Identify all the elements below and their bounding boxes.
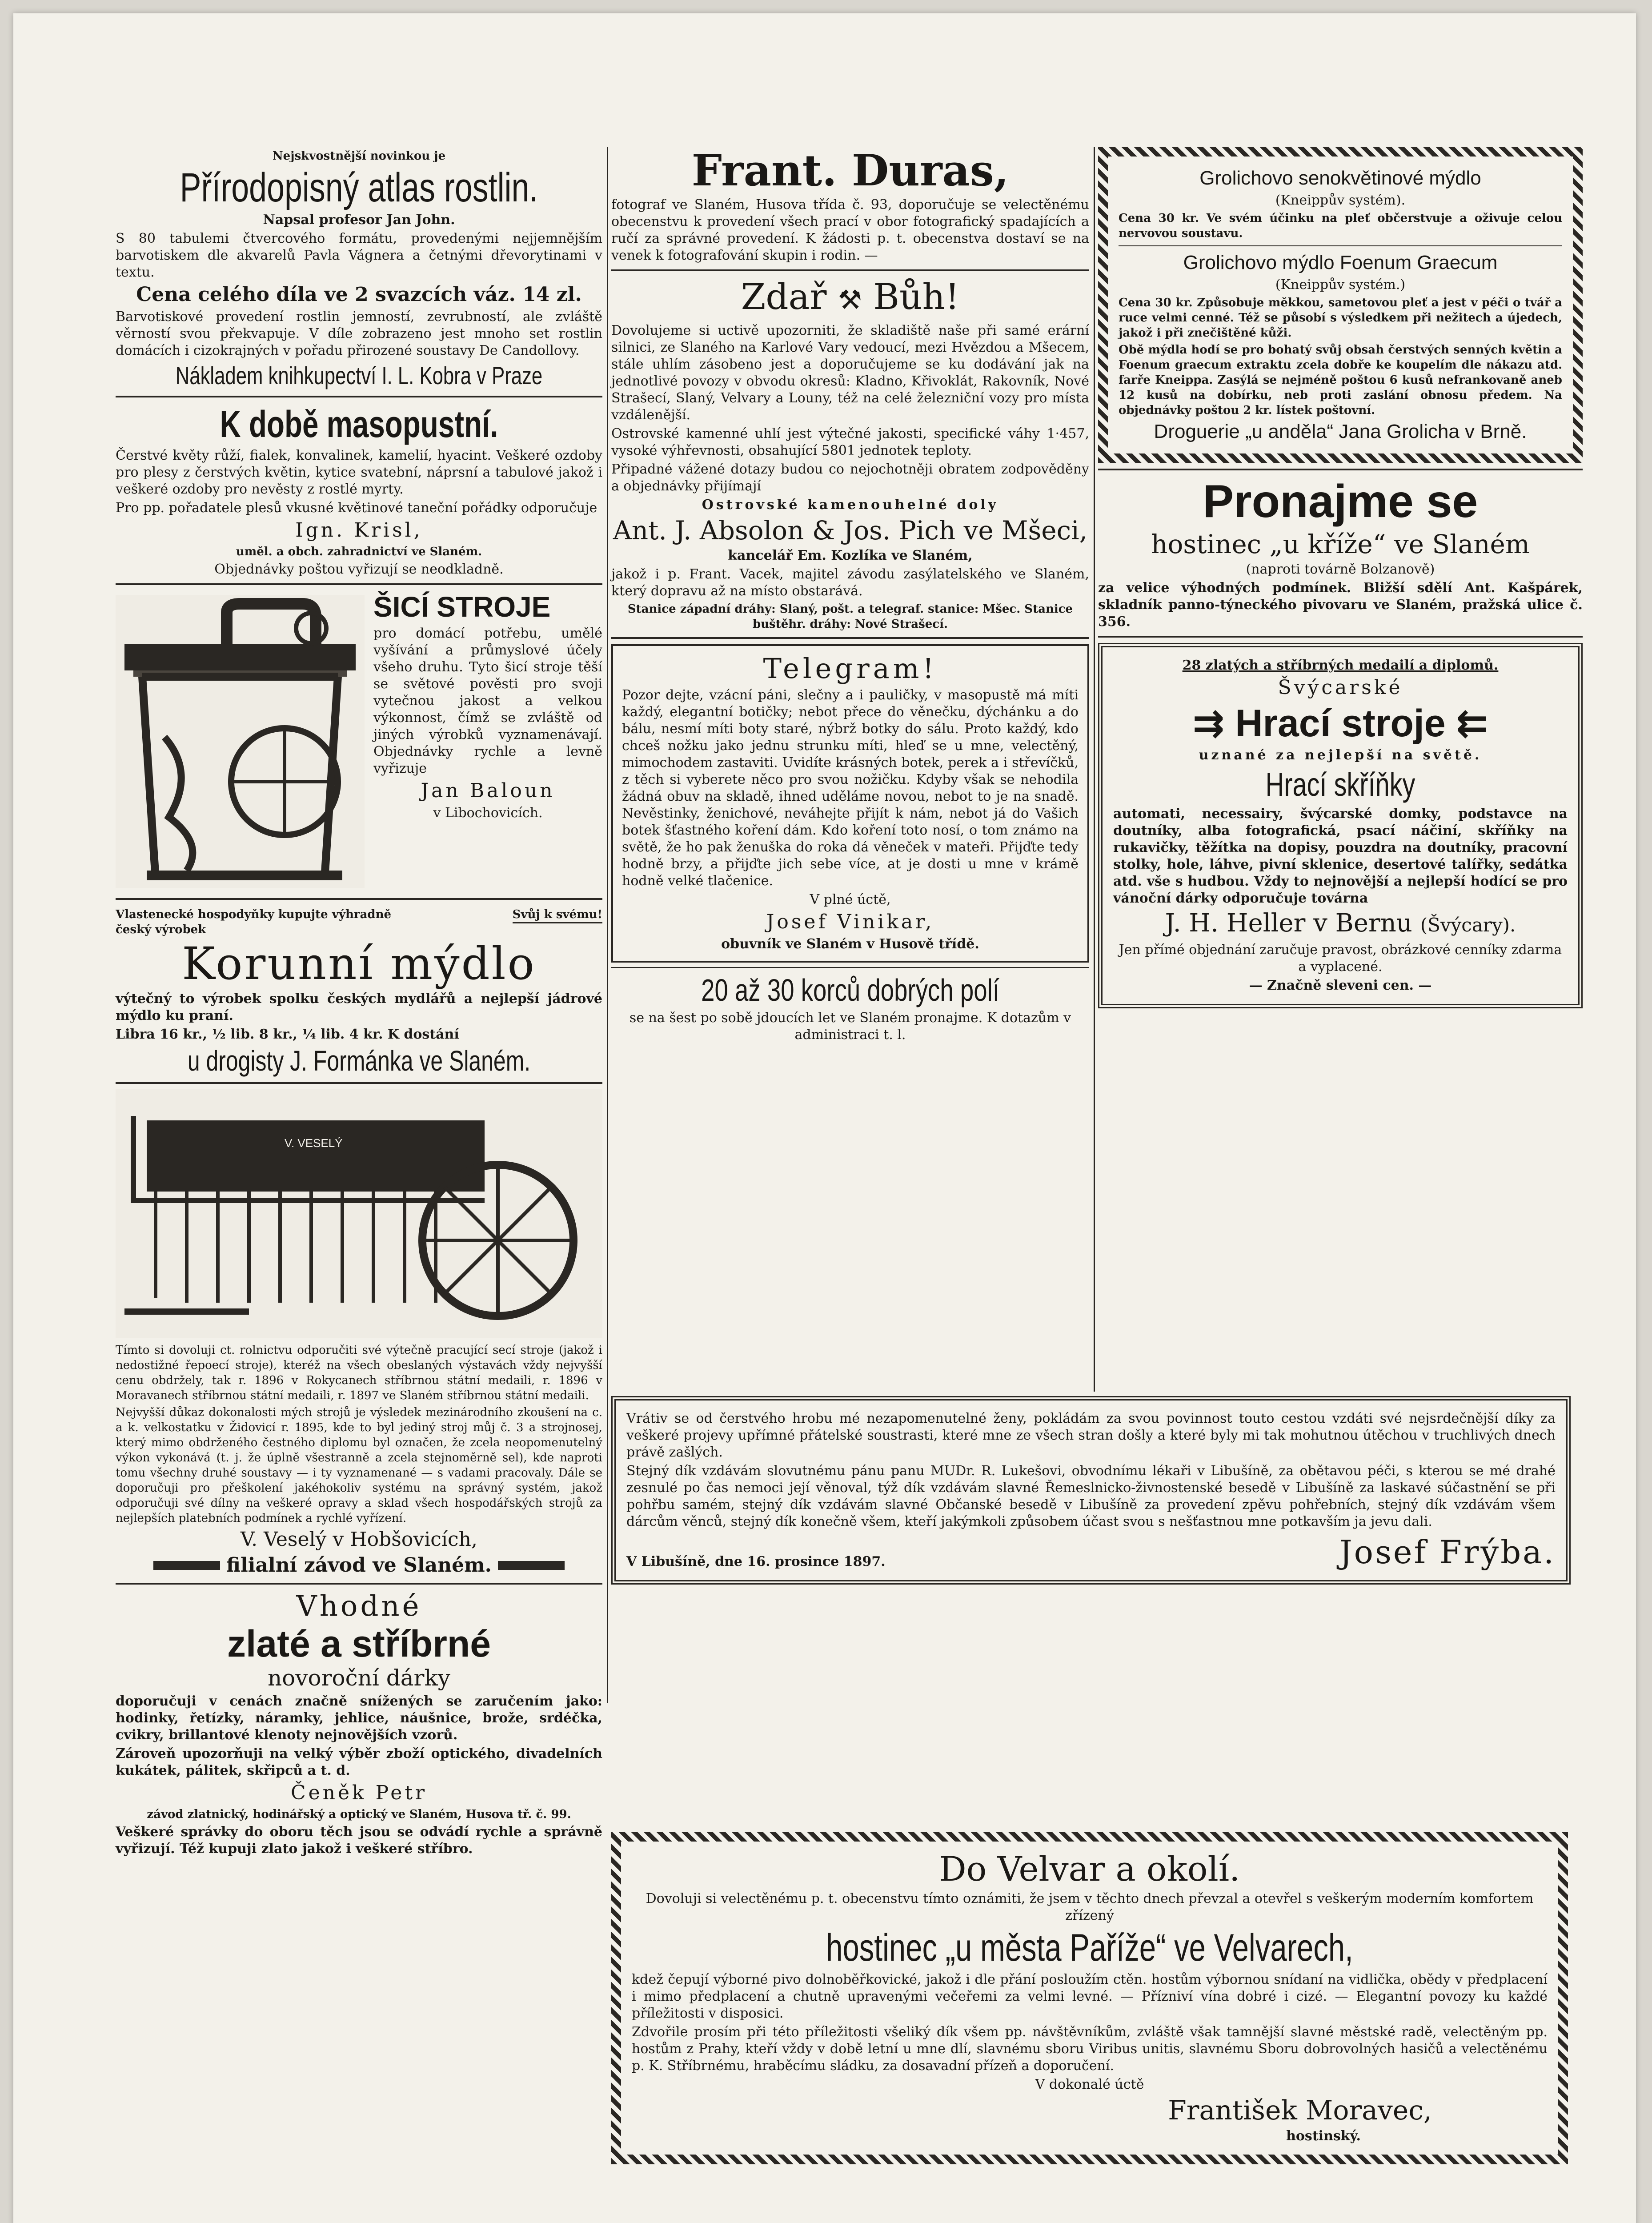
divider: [116, 898, 602, 900]
soap-slogan: Svůj k svému!: [513, 907, 602, 923]
carnival-footer: Objednávky poštou vyřizují se neodkladně.: [214, 562, 504, 577]
jewelry-line-2: zlaté a stříbrné: [227, 1623, 491, 1665]
coal-firm: Ant. J. Absolon & Jos. Pich ve Mšeci,: [613, 515, 1088, 546]
velvary-body-3: Zdvořile prosím při této příležitosti všeliký dík všem pp. návštěvníkům, zvláště však tamnější slavné městské radě, velectěným pp. hostům z Prahy, kteří vždy v době letní u mne dlí, slavnému sboru Viribus unitis, slavnému Sboru dobrovolných hasičů a velectěnému p. K. Stříbrnému, hraběcímu sládku, za dosavadní přízeň a doporučení.: [632, 2024, 1548, 2074]
grolich-heading-1-sub: (Kneippův systém).: [1275, 193, 1406, 208]
telegram-body: Pozor dejte, vzácní páni, slečny a i pauličky, v masopustě má míti každý, elegantní botičky; nebot přece do věnečku, dýchánku a do bálu, nesmí míti boty staré, nýbrž botky do sálu. Proto každý, kdo chceš nožku jako jednu strunku míti, hleď se u mne, velectěný, mimochodem zastaviti. Uvidíte krásných botek, perek a i střevíčků, z těch si vyberete něco pro svou nožičku. Kdyby však se nehodila žádná obuv na skladě, ihned uděláme novou, nebot to je na snadě. Nevěstinky, ženichové, neváhejte přijít k nám, nebot já do Vašich botek šťastného koření dám. Kdo koření toto nosí, o tom známo na světě, že ho pak ženuška do roka dá věneček v mateři. Přijďte tedy hodně brzy, a přijďte jich sebe více, at je dosti u mne v krámě hodně velké tlačenice.: [622, 687, 1079, 889]
atlas-title: Přírodopisný atlas rostlin.: [180, 165, 538, 210]
grolich-body-1: Cena 30 kr. Ve svém účinku na pleť občerstvuje a oživuje celou nervovou soustavu.: [1119, 212, 1562, 240]
velvary-signer: František Moravec,: [1168, 2095, 1432, 2126]
carnival-body: Čerstvé květy růží, fialek, konvalinek, kamelií, hyacint. Veškeré ozdoby pro plesy z čerstvých květin, kytice svatební, náprsní a tabulové jakož i veškeré ozdoby pro nevěsty z rostlé myrty.: [116, 448, 602, 497]
atlas-publisher: Nákladem knihkupectví I. L. Kobra v Praze: [175, 361, 543, 389]
ad-crown-soap: [116, 905, 602, 1077]
lease-sub: hostinec „u kříže“ ve Slaném: [1151, 529, 1530, 559]
heller-title-2: Hrací skříňky: [1265, 766, 1415, 803]
divider: [611, 967, 1089, 968]
jewelry-signer-sub: závod zlatnický, hodinářský a optický ve Slaném, Husova tř. č. 99.: [147, 1808, 571, 1821]
velvary-title: Do Velvar a okolí.: [939, 1849, 1240, 1889]
lease-title: Pronajme se: [1203, 476, 1478, 527]
grolich-body-3: Obě mýdla hodí se pro bohatý svůj obsah čerstvých senných květin a Foenum graecum extraktu zcela dobře ke koupelím dle nákazu atd. farře Kneippa. Zasýlá se nejméně poštou 6 kusů nefrankovaně aneb 12 kusů na dobírku, neb proti zaslání obnosu předem. Na objednávky poštou 2 kr. lístek poštovní.: [1119, 343, 1562, 417]
coal-body: Dovolujeme si uctivě upozorniti, že skladiště naše při samé erární silnici, ze Slaného na Karlové Vary vedoucí, mezi Hvězdou a Mšecem, stále uhlím zásobeno jest a doporučujeme se ku dodávání jak na jednotlivé povozy v obvodu okresů: Kladno, Křivoklát, Rakovník, Nové Strašecí, Slaný, Velvary a Louny, též na celé železniční vozy pro místa vzdálenější.: [611, 323, 1089, 423]
heller-firm: J. H. Heller v Bernu (Švýcary).: [1165, 909, 1516, 938]
zdar-title: [611, 277, 1089, 321]
coal-body-3: Připadné vážené dotazy budou co nejochotněji obratem zodpověděny a objednávky přijímají: [611, 461, 1089, 494]
ad-music-boxes: [1098, 643, 1583, 1008]
atlas-body-2: Barvotiskové provedení rostlin jemností, zevrubností, ale zvláště věrností svou překvapuje. V díle zobrazeno jest mnoho set rostlin domácích i cizokrajných v pořadu přirozené soustavy De Candollovy.: [116, 309, 602, 358]
drill-body-2: Nejvyšší důkaz dokonalosti mých strojů je výsledek mezinárodního zkoušení na c. a k. velkostatku v Židovicí r. 1895, kde to byl jediný stroj můj č. 3 a strojnosej, který mimo obdrženého čestného diplomu byl označen, že zcela neopomenutelný výkon vykonává (t. j. že úplně všestranně a zcela stejnoměrně sel), kde naproti tomu všechny druhé soustavy — i ty vyznamenané — s vadami pracovaly. Dále se doporučuji pro přeškolení jakéhokoliv systému na správný systém, jakož odporučuji své dílny na veškeré opravy a sklad všech hospodářských strojů za nejlepších platebních podmínek a rychlé vyřízení.: [116, 1406, 602, 1525]
heller-footer: — Značně sleveni cen. —: [1249, 978, 1432, 993]
velvary-closing: V dokonalé úctě: [1035, 2077, 1144, 2092]
ad-plant-atlas: [116, 148, 602, 390]
column-rule-right: [1094, 147, 1095, 1392]
jewelry-line-1: Vhodné: [296, 1590, 422, 1623]
velvary-body-2: kdež čepují výborné pivo dolnoběřkovické, jakož i dle přání posloužím ctěn. hostům výbornou snídaní na vidlička, obědy v předplacení i mimo předplacení a chutně upravenými večeřemi za velmi levné. — Přízniví vína dobré i cizé. — Elegantní povozy ku každé příležitosti v disposici.: [632, 1972, 1548, 2021]
seed-drill-icon: [116, 1089, 602, 1338]
pointing-hand-icon: [153, 1561, 220, 1570]
ad-carnival-flowers: [116, 403, 602, 578]
soap-price: Libra 16 kr., ½ lib. 8 kr., ¼ lib. 4 kr. K dostání: [116, 1027, 459, 1042]
jewelry-footer: Veškeré správky do oboru těch jsou se odvádí rychle a správně vyřizují. Též kupuji zlato jakož i veškeré stříbro.: [116, 1824, 602, 1857]
ad-sewing-machines: [116, 590, 602, 893]
jewelry-body: doporučuji v cenách značně snížených se zaručením jako: hodinky, řetízky, náramky, jehlice, náušnice, brože, srdéčka, cvikry, brillantové klenoty nejnovějších vzorů.: [116, 1693, 602, 1743]
grolich-body-2: Cena 30 kr. Způsobuje měkkou, sametovou pleť a jest v péči o tvář a ruce velmi cenné. Též se působí s výsledkem při nežitech a újedech, jakož i při znečištěné kůži.: [1119, 296, 1562, 340]
heller-tagline: uznané za nejlepší na světě.: [1199, 747, 1482, 763]
ad-coal: [611, 277, 1089, 632]
coal-stations: Stanice západní dráhy: Slaný, pošt. a telegraf. stanice: Mšec. Stanice buštěhr. dráhy: Nové Strašecí.: [627, 602, 1073, 631]
ad-thank-you-fryba: [611, 1396, 1571, 1585]
soap-body: výtečný to výrobek spolku českých mydlářů a nejlepší jádrové mýdlo ku praní.: [116, 991, 602, 1023]
telegram-signer-sub: obuvník ve Slaném v Husově třídě.: [721, 936, 979, 952]
sewing-title: ŠICÍ STROJE: [373, 591, 551, 623]
divider: [116, 1082, 602, 1084]
jewelry-signer: Čeněk Petr: [290, 1782, 428, 1804]
drill-machine-label: V. VESELÝ: [285, 1136, 343, 1150]
zdar-word: Zdař: [741, 276, 827, 317]
divider: [116, 396, 602, 397]
carnival-signer-sub: uměl. a obch. zahradnictví ve Slaném.: [236, 545, 482, 558]
divider: [1119, 245, 1562, 246]
fryba-signer: Josef Frýba.: [1339, 1533, 1556, 1571]
ad-photographer: [611, 147, 1089, 264]
atlas-author: Napsal profesor Jan John.: [263, 212, 455, 228]
carnival-title: K době masopustní.: [220, 403, 498, 445]
grolich-heading-2-sub: (Kneippův systém.): [1275, 277, 1406, 293]
divider: [1098, 636, 1583, 638]
lease-body: za velice výhodných podmínek. Bližší sdělí Ant. Kašpárek, skladník panno-týneckého pivovaru ve Slaném, pražská ulice č. 356.: [1098, 580, 1583, 630]
telegram-signer: Josef Vinikar,: [766, 911, 934, 933]
divider: [1098, 469, 1583, 470]
carnival-signer: Ign. Krisl,: [295, 519, 423, 542]
column-rule-left: [607, 147, 608, 1703]
coal-body-2: Ostrovské kamenné uhlí jest výtečné jakosti, specifické váhy 1·457, vysoké výhřevnosti, obsahující 5801 jednotek teploty.: [611, 426, 1089, 458]
telegram-title: Telegram!: [763, 652, 938, 685]
divider: [116, 1583, 602, 1585]
ornament-arrow-icon: ⇉: [1192, 702, 1225, 745]
pointing-hand-icon: [498, 1561, 565, 1570]
duras-body: fotograf ve Slaném, Husova třída č. 93, doporučuje se velectěnému obecenstvu k provedení všech prací v obor fotografický spadajících a ručí za správné provedení. K žádosti p. t. obecenstva dostaví se na venek k fotografování skupin i rodin. —: [611, 197, 1089, 263]
fryba-body: Vrátiv se od čerstvého hrobu mé nezapomenutelné ženy, pokládám za svou povinnost touto cestou vzdáti své nejsrdečnější díky za veškeré projevy upřímné přátelské soustrasti, které mne ze všech stran došly a které byly mi tak mohutnou útěchou v truchlivých dnech právě zašlých.: [626, 1411, 1556, 1460]
drill-branch: filialní závod ve Slaném.: [226, 1554, 492, 1577]
fields-body: se na šest po sobě jdoucích let ve Slaném pronajme. K dotazům v administraci t. l.: [629, 1010, 1071, 1043]
soap-kicker: Vlastenecké hospodyňky kupujte výhradně český výrobek: [116, 908, 392, 936]
grolich-heading-1: Grolichovo senokvětinové mýdlo: [1199, 167, 1481, 189]
fryba-date: V Libušíně, dne 16. prosince 1897.: [626, 1554, 886, 1569]
atlas-kicker: Nejskvostnější novinkou je: [272, 149, 446, 163]
heller-swiss: Švýcarské: [1278, 676, 1403, 699]
coal-mine: Ostrovské kamenouhelné doly: [702, 497, 999, 513]
newspaper-page: [13, 13, 1636, 2223]
fields-title: 20 až 30 korců dobrých polí: [701, 973, 999, 1007]
lease-sub-2: (naproti továrně Bolzanově): [1246, 562, 1435, 577]
heller-title: ⇉ Hrací stroje ⇇: [1192, 702, 1488, 745]
ad-fields-lease: [611, 972, 1089, 1043]
column-middle: [611, 147, 1089, 1045]
ad-velvary-inn: [611, 1832, 1568, 2164]
sewing-body: pro domácí potřebu, umělé vyšívání a průmyslové účely všeho druhu. Tyto šicí stroje těší se světové pověsti pro svoji vytečnou jakost a velkou výkonnost, čímž se zvláště od jiných výrobků vyznamenávají. Objednávky rychle a levně vyřizuje: [373, 626, 602, 776]
velvary-name: hostinec „u města Paříže“ ve Velvarech,: [826, 1926, 1353, 1969]
fryba-body-2: Stejný dík vzdávám slovutnému pánu panu MUDr. R. Lukešovi, obvodnímu lékaři v Libušíně, za obětavou péči, s kterou se mé drahé zesnulé po čas nemoci její věnoval, týž dík vzdávám slavné Řemeslnicko-živnostenské besedě v Libušíně za laskavé súčastnění se při pohřbu samém, stejný dík vzdávám slavné Občanské besedě v Libušíně za provedení zpěvu pohřebních, stejný dík vzdávám všem dárcům věnců, stejný dík konečně všem, kteří jakýmkoli způsobem účast svou s nešťastnou mne potkavším ja jevu dali.: [626, 1463, 1556, 1529]
soap-title: Korunní mýdlo: [182, 938, 536, 990]
heller-body-2: Jen přímé objednání zaručuje pravost, obrázkové cenníky zdarma a vyplacené.: [1119, 942, 1562, 975]
heller-body: automati, necessairy, švýcarské domky, podstavce na doutníky, alba fotografická, psací náčiní, skříňky na rukavičky, těžítka na dopisy, pouzdra na doutníky, pracovní stolky, hole, láhve, pivní sklenice, desertové talířky, sedátka atd. vše s hudbou. Vždy to nejnovější a nejlepší hodící se pro vánoční dárky odporučuje továrna: [1113, 806, 1568, 906]
atlas-body: S 80 tabulemi čtvercového formátu, provedenými nejjemnějším barvotiskem dle akvarelů Pavla Vágnera a četnými dřevorytinami v textu.: [116, 231, 602, 280]
sewing-signer: Jan Baloun: [421, 779, 555, 802]
sewing-machine-illustration: [116, 595, 365, 888]
drill-body: Tímto si dovoluji ct. rolnictvu odporučiti své výtečně pracující secí stroje (jakož i nedostižné řepoecí stroje), kteréž na všech obeslaných výstavách vždy nejvyšší cenu obdržely, tak r. 1896 v Rokycanech stříbrnou státní medaili, r. 1896 v Moravanech stříbrnou státní medaili, r. 1897 ve Slaném stříbrnou státní medaili.: [116, 1344, 602, 1402]
duras-name: Frant. Duras,: [691, 145, 1009, 196]
ad-seed-drill: [116, 1089, 602, 1577]
velvary-signer-sub: hostinský.: [1286, 2128, 1361, 2144]
soap-shop: u drogisty J. Formánka ve Slaném.: [187, 1045, 531, 1077]
divider: [116, 583, 602, 585]
carnival-body-2: Pro pp. pořadatele plesů vkusné květinové taneční pořádky odporučuje: [116, 500, 597, 516]
ad-shoes-telegram: [611, 644, 1089, 963]
ad-jewelry: [116, 1590, 602, 1858]
coal-office-2: jakož i p. Frant. Vacek, majitel závodu zasýlatelského ve Slaném, který dopravu až na místo obstarává.: [611, 566, 1089, 599]
divider: [611, 269, 1089, 271]
sewing-place: v Libochovicích.: [433, 805, 543, 821]
ad-inn-lease: [1098, 476, 1583, 630]
grolich-footer: Droguerie „u anděla“ Jana Grolicha v Brně.: [1154, 421, 1527, 442]
column-left: [116, 147, 602, 1859]
grolich-heading-2: Grolichovo mýdlo Foenum Graecum: [1183, 252, 1498, 273]
jewelry-line-3: novoroční dárky: [267, 1665, 450, 1691]
divider: [611, 637, 1089, 639]
atlas-price: Cena celého díla ve 2 svazcích váz. 14 zl.: [136, 283, 582, 306]
telegram-closing: V plné úctě,: [810, 892, 891, 907]
jewelry-body-2: Zároveň upozorňuji na velký výběr zboží optického, divadelních kukátek, pálitek, skřipců a t. d.: [116, 1746, 602, 1778]
crossed-hammers-icon: ⚒: [838, 285, 862, 316]
coal-office: kancelář Em. Kozlíka ve Slaném,: [728, 548, 973, 563]
ad-grolich-soap: [1098, 147, 1583, 463]
buh-word: Bůh!: [873, 276, 960, 317]
column-right: [1098, 147, 1583, 1008]
heller-medals: 28 zlatých a stříbrných medailí a diplomů.: [1182, 658, 1499, 673]
velvary-body: Dovoluji si velectěnému p. t. obecenstvu tímto oznámiti, že jsem v těchto dnech převzal a otevřel s veškerým moderním komfortem zřízený: [646, 1891, 1534, 1923]
ornament-arrow-icon: ⇇: [1456, 702, 1488, 745]
drill-signer: V. Veselý v Hobšovicích,: [241, 1528, 477, 1551]
seed-drill-illustration: [116, 1089, 602, 1338]
sewing-machine-icon: [116, 595, 365, 888]
